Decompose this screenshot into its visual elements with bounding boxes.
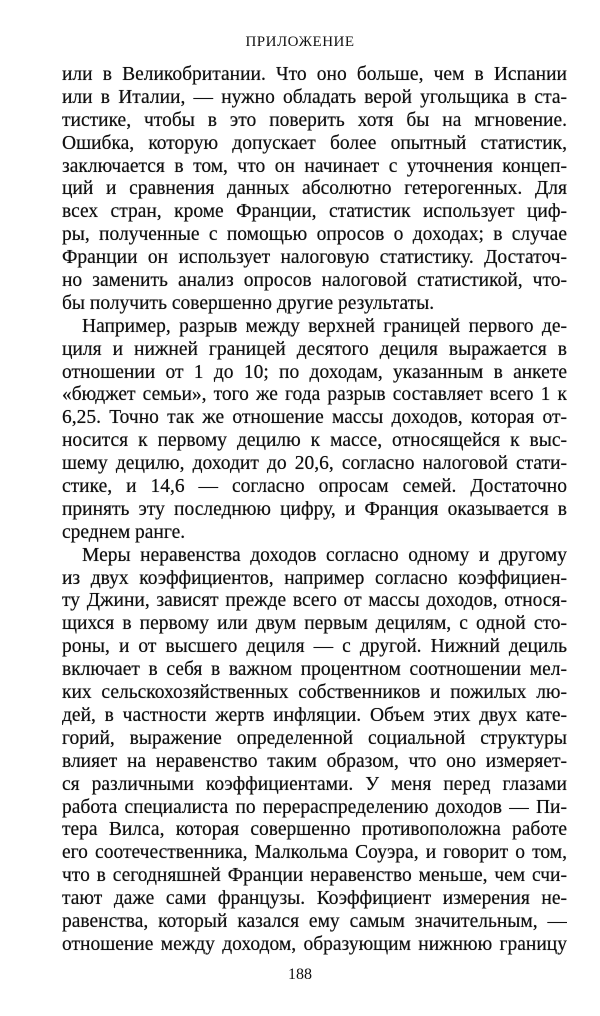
- text-line: равенства, который казался ему самым значительным, —: [62, 910, 567, 932]
- paragraph: [62, 316, 567, 545]
- text-line: или в Италии, — нужно обладать верой угольщика в ста-: [62, 86, 567, 108]
- text-line: ту Джини, зависят прежде всего от массы доходов, относя-: [62, 590, 567, 612]
- page-number: 188: [288, 966, 312, 983]
- paragraph: [62, 545, 567, 957]
- text-line: что в сегодняшней Франции неравенство меньше, чем счи-: [62, 865, 567, 887]
- text-line: циля и нижней границей десятого дециля выражается в: [62, 338, 567, 360]
- text-line: работа специалиста по перераспределению доходов — Пи-: [62, 796, 567, 818]
- text-line: принять эту последнюю цифру, и Франция оказывается в: [62, 498, 567, 520]
- text-line: или в Великобритании. Что оно больше, чем в Испании: [62, 64, 567, 85]
- text-line: бы получить совершенно другие результаты.: [62, 292, 435, 314]
- text-line: щихся в первому или двум первым децилям, с одной сто-: [62, 613, 567, 635]
- text-line: из двух коэффициентов, например согласно коэффициен-: [62, 567, 567, 589]
- text-line: тают даже сами французы. Коэффициент измерения не-: [62, 888, 567, 910]
- text-line: тера Вилса, которая совершенно противоположна работе: [62, 819, 567, 841]
- text-line: отношении от 1 до 10; по доходам, указанным в анкете: [62, 361, 567, 383]
- text-line: Меры неравенства доходов согласно одному и другому: [82, 544, 567, 566]
- text-line: тистике, чтобы в это поверить хотя бы на мгновение.: [62, 109, 567, 131]
- text-line: всех стран, кроме Франции, статистик использует циф-: [62, 201, 567, 223]
- text-line: ся различными коэффициентами. У меня перед глазами: [62, 773, 567, 795]
- text-line: среднем ранге.: [62, 521, 186, 543]
- text-line: 6,25. Точно так же отношение массы доходов, которая от-: [62, 407, 567, 429]
- body-text: [62, 64, 567, 957]
- text-line: влияет на неравенство таким образом, что оно измеряет-: [62, 750, 567, 772]
- text-line: Например, разрыв между верхней границей первого де-: [82, 315, 567, 337]
- text-line: ких сельскохозяйственных собственников и пожилых лю-: [62, 682, 567, 704]
- text-line: но заменить анализ опросов налоговой статистикой, что-: [62, 270, 567, 292]
- running-head: ПРИЛОЖЕНИЕ: [245, 34, 355, 50]
- text-line: шему децилю, доходит до 20,6, согласно налоговой стати-: [62, 453, 567, 475]
- text-line: Ошибка, которую допускает более опытный статистик,: [62, 132, 567, 154]
- text-line: ций и сравнения данных абсолютно гетерогенных. Для: [62, 178, 567, 200]
- text-line: стике, и 14,6 — согласно опросам семей. Достаточно: [62, 476, 567, 498]
- text-line: включает в себя в важном процентном соотношении мел-: [62, 659, 567, 681]
- text-line: отношение между доходом, образующим нижнюю границу: [62, 933, 567, 955]
- text-line: носится к первому децилю к массе, относящейся к выс-: [62, 430, 567, 452]
- text-line: Франции он использует налоговую статистику. Достаточ-: [62, 247, 567, 269]
- text-line: горий, выражение определенной социальной структуры: [62, 727, 567, 749]
- text-line: ры, полученные с помощью опросов о доходах; в случае: [62, 224, 567, 246]
- text-line: роны, и от высшего дециля — с другой. Нижний дециль: [62, 636, 567, 658]
- text-line: его соотечественника, Малкольма Соуэра, и говорит о том,: [62, 842, 567, 864]
- text-line: «бюджет семьи», того же года разрыв составляет всего 1 к: [62, 384, 567, 406]
- text-line: заключается в том, что он начинает с уточнения концеп-: [62, 155, 567, 177]
- text-line: дей, в частности жертв инфляции. Объем этих двух кате-: [62, 704, 567, 726]
- paragraph: [62, 64, 567, 316]
